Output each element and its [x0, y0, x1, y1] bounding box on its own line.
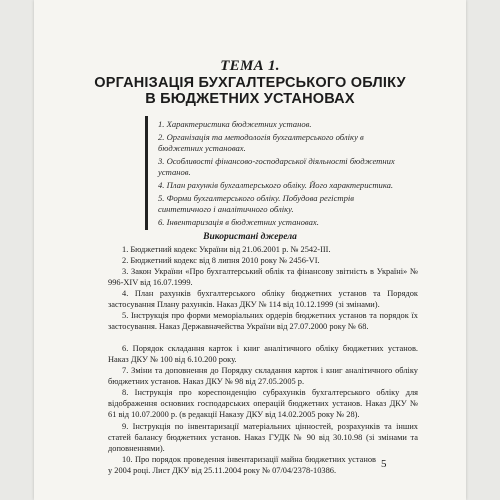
source-item: 6. Порядок складання карток і книг аналітичного обліку бюджетних установ. Наказ ДКУ № 100 від 6.10.200 року. [108, 344, 418, 365]
source-item: 8. Інструкція про кореспонденцію субрахунків бухгалтерського обліку для відображення основних господарських операцій бюджетних установ. Наказ ДКУ № 61 від 10.07.2000 р. (в редакції Наказу ДКУ від 14.02.2005 року № 28). [108, 388, 418, 420]
source-item: 1. Бюджетний кодекс України від 21.06.2001 р. № 2542-ІІІ. [122, 245, 331, 254]
outline-item: 3. Особливості фінансово-господарської діяльності бюджетних установ. [158, 156, 395, 177]
outline-item: 5. Форми бухгалтерського обліку. Побудова регістрів синтетичного і аналітичного обліку. [158, 193, 355, 214]
source-item: 4. План рахунків бухгалтерського обліку бюджетних установ та Порядок застосування Плану рахунків. Наказ ДКУ № 114 від 10.12.1999 (зі змінами). [108, 289, 418, 310]
topic-number: ТЕМА 1. [220, 58, 280, 74]
topic-outline [145, 116, 398, 230]
outline-item: 2. Організація та методологія бухгалтерського обліку в бюджетних установах. [158, 132, 364, 153]
source-item: 2. Бюджетний кодекс від 8 липня 2010 року № 2456-VІ. [122, 256, 320, 265]
outline-item: 6. Інвентаризація в бюджетних установах. [158, 217, 319, 227]
source-item: 10. Про порядок проведення інвентаризації майна бюджетних установ у 2004 році. Лист ДКУ від 25.11.2004 року № 07/04/2378-10386. [108, 455, 376, 476]
book-page [34, 0, 466, 500]
sources-title: Використані джерела [203, 232, 297, 242]
source-item: 7. Зміни та доповнення до Порядку складання карток і книг аналітичного обліку бюджетних установ. Наказ ДКУ № 98 від 27.05.2005 р. [108, 366, 418, 387]
chapter-title [34, 75, 466, 107]
source-item: 9. Інструкція по інвентаризації матеріальних цінностей, розрахунків та інших статей балансу бюджетних установ. Наказ ГУДК № 90 від 30.10.98 (зі змінами та доповненнями). [108, 422, 418, 454]
chapter-title-line-1: ОРГАНІЗАЦІЯ БУХГАЛТЕРСЬКОГО ОБЛІКУ [94, 75, 406, 91]
outline-item: 1. Характеристика бюджетних установ. [158, 119, 312, 129]
outline-item: 4. План рахунків бухгалтерського обліку. Його характеристика. [158, 180, 394, 190]
source-item: 5. Інструкція про форми меморіальних ордерів бюджетних установ та порядок їх застосування. Наказ Державначейства України від 27.07.2000 року № 68. [108, 311, 418, 332]
chapter-title-line-2: В БЮДЖЕТНИХ УСТАНОВАХ [145, 91, 355, 107]
source-item: 3. Закон України «Про бухгалтерський облік та фінансову звітність в Україні» № 996-XIV від 16.07.1999. [108, 267, 418, 288]
page-number: 5 [381, 458, 387, 470]
